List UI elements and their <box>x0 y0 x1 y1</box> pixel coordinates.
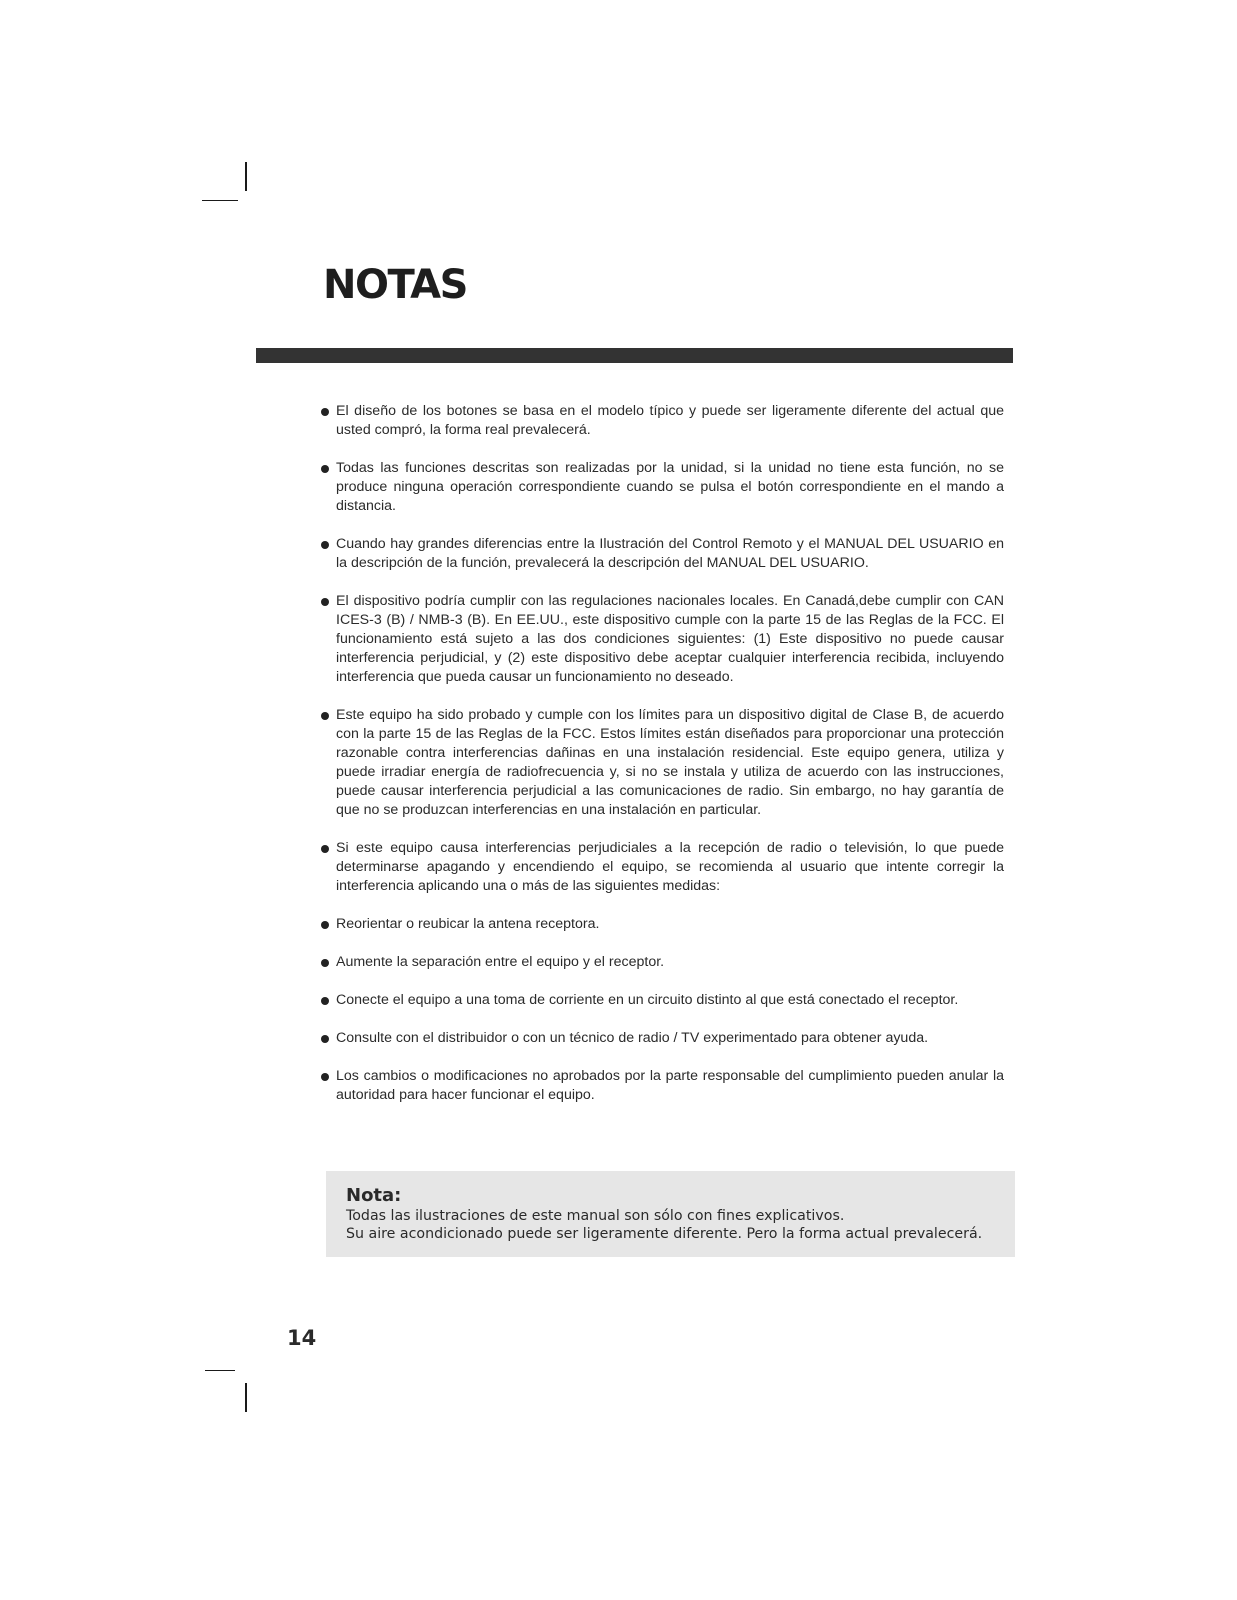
note-text: Conecte el equipo a una toma de corriente en un circuito distinto al que está conectado el receptor. <box>336 992 959 1008</box>
bullet-icon <box>321 1073 329 1081</box>
note-item <box>320 706 1004 820</box>
bullet-icon <box>321 541 329 549</box>
note-item <box>320 1029 1004 1048</box>
note-item <box>320 592 1004 687</box>
note-heading: Nota: <box>346 1185 402 1206</box>
note-item <box>320 459 1004 516</box>
bullet-icon <box>321 598 329 606</box>
note-item <box>320 991 1004 1010</box>
note-text: El diseño de los botones se basa en el modelo típico y puede ser ligeramente diferente del actual que usted compró, la forma real prevalecerá. <box>336 403 1004 438</box>
note-text: Cuando hay grandes diferencias entre la Ilustración del Control Remoto y el MANUAL DEL USUARIO en la descripción de la función, prevalecerá la descripción del MANUAL DEL USUARIO. <box>336 536 1004 571</box>
note-text: Reorientar o reubicar la antena receptora. <box>336 916 600 932</box>
crop-mark-top-horizontal <box>202 200 238 201</box>
note-line: Su aire acondicionado puede ser ligeramente diferente. Pero la forma actual prevalecerá. <box>346 1226 983 1242</box>
note-text: Si este equipo causa interferencias perjudiciales a la recepción de radio o televisión, lo que puede determinarse apagando y encendiendo el equipo, se recomienda al usuario que intente corregir la interferencia aplicando una o más de las siguientes medidas: <box>336 840 1004 894</box>
note-text: Todas las funciones descritas son realizadas por la unidad, si la unidad no tiene esta función, no se produce ninguna operación correspondiente cuando se pulsa el botón correspondiente en el mando a distancia. <box>336 460 1004 514</box>
bullet-icon <box>321 712 329 720</box>
note-text: Este equipo ha sido probado y cumple con los límites para un dispositivo digital de Clase B, de acuerdo con la parte 15 de las Reglas de la FCC. Estos límites están diseñados para proporcionar una protección razonable contra interferencias dañinas en una instalación residencial. Este equipo genera, utiliza y puede irradiar energía de radiofrecuencia y, si no se instala y utiliza de acuerdo con las instrucciones, puede causar interferencia perjudicial a las comunicaciones de radio. Sin embargo, no hay garantía de que no se produzcan interferencias en una instalación en particular. <box>336 707 1004 818</box>
note-line: Todas las ilustraciones de este manual son sólo con fines explicativos. <box>346 1208 845 1224</box>
bullet-icon <box>321 1035 329 1043</box>
crop-mark-bottom-vertical <box>245 1383 247 1412</box>
bullet-icon <box>321 408 329 416</box>
crop-mark-bottom-horizontal <box>205 1370 235 1371</box>
note-text: Consulte con el distribuidor o con un técnico de radio / TV experimentado para obtener ayuda. <box>336 1030 929 1046</box>
note-box <box>326 1171 1015 1257</box>
note-item <box>320 953 1004 972</box>
bullet-icon <box>321 959 329 967</box>
page-number: 14 <box>287 1326 317 1350</box>
note-item <box>320 1067 1004 1105</box>
note-text: Los cambios o modificaciones no aprobados por la parte responsable del cumplimiento pueden anular la autoridad para hacer funcionar el equipo. <box>336 1068 1004 1103</box>
bullet-icon <box>321 845 329 853</box>
note-item <box>320 839 1004 896</box>
bullet-icon <box>321 921 329 929</box>
note-item <box>320 915 1004 934</box>
bullet-icon <box>321 997 329 1005</box>
bullet-icon <box>321 465 329 473</box>
notes-list <box>320 402 1004 1124</box>
page-title: NOTAS <box>323 262 467 308</box>
note-text: El dispositivo podría cumplir con las regulaciones nacionales locales. En Canadá,debe cumplir con CAN ICES-3 (B) / NMB-3 (B). En EE.UU., este dispositivo cumple con la parte 15 de las Reglas de la FCC. El funcionamiento está sujeto a las dos condiciones siguientes: (1) Este dispositivo no puede causar interferencia perjudicial, y (2) este dispositivo debe aceptar cualquier interferencia recibida, incluyendo interferencia que pueda causar un funcionamiento no deseado. <box>336 593 1004 685</box>
note-item <box>320 535 1004 573</box>
note-text: Aumente la separación entre el equipo y el receptor. <box>336 954 665 970</box>
title-rule <box>256 348 1013 363</box>
note-item <box>320 402 1004 440</box>
crop-mark-top-vertical <box>245 162 247 191</box>
